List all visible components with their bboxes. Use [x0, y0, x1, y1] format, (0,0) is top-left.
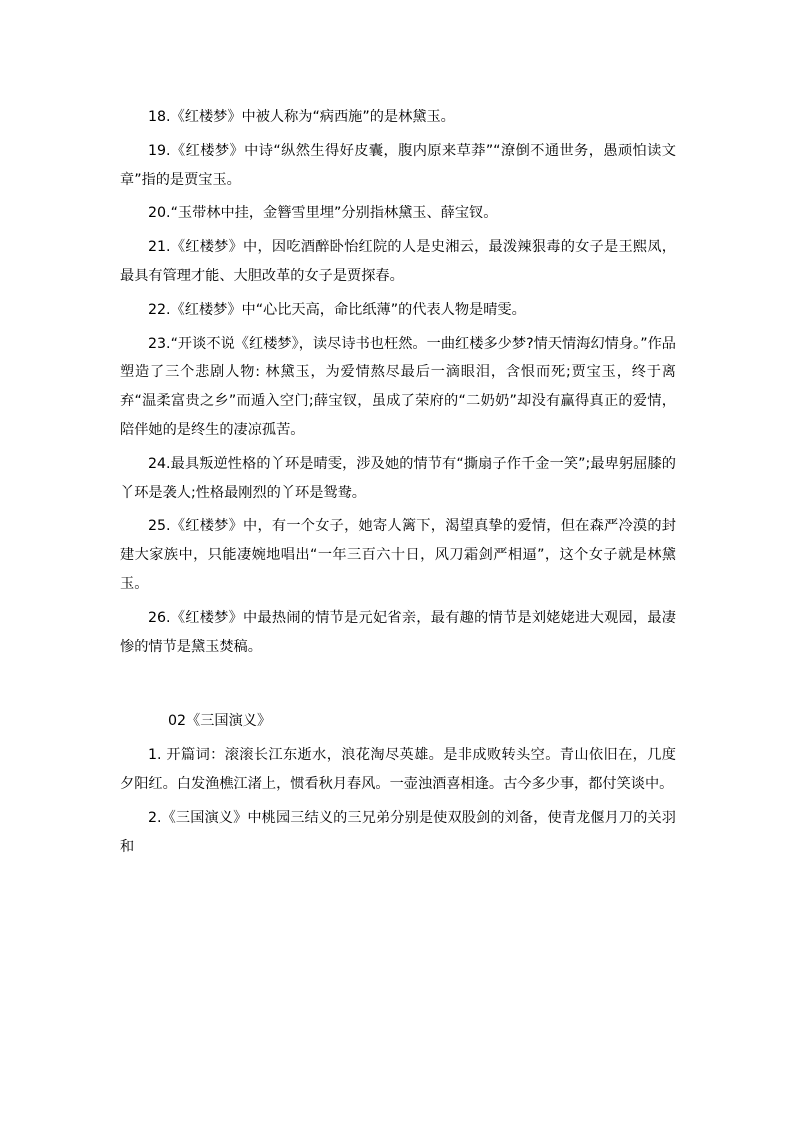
section-heading: 02《三国演义》: [168, 713, 272, 730]
paragraph-23: 23.“开谈不说《红楼梦》，读尽诗书也枉然。一曲红楼多少梦?情天情海幻情身。”作品塑造了三个悲剧人物: 林黛玉，为爱情熬尽最后一滴眼泪，含恨而死;贾宝玉，终于离弃“温柔富贵之乡”而遁入空门;薛宝钗，虽成了荣府的“二奶奶”却没有赢得真正的爱情，陪伴她的是终生的凄凉孤苦。: [120, 335, 676, 438]
paragraph-26: 26.《红楼梦》中最热闹的情节是元妃省亲，最有趣的情节是刘姥姥进大观园，最凄惨的情节是黛玉焚稿。: [120, 609, 676, 655]
paragraph-sanguo-1: 1. 开篇词：滚滚长江东逝水，浪花淘尽英雄。是非成败转头空。青山依旧在，几度夕阳红。白发渔樵江渚上，惯看秋月春风。一壶浊酒喜相逢。古今多少事，都付笑谈中。: [120, 747, 676, 792]
paragraph-21: 21.《红楼梦》中，因吃酒醉卧怡红院的人是史湘云，最泼辣狠毒的女子是王熙凤，最具有管理才能、大胆改革的女子是贾探春。: [120, 239, 676, 284]
paragraph-22: 22.《红楼梦》中“心比天高，命比纸薄”的代表人物是晴雯。: [148, 301, 526, 318]
paragraph-sanguo-2: 2.《三国演义》中桃园三结义的三兄弟分别是使双股剑的刘备，使青龙偃月刀的关羽和: [120, 809, 676, 855]
document-body: [120, 103, 676, 866]
paragraph-18: 18.《红楼梦》中被人称为“病西施”的是林黛玉。: [148, 109, 455, 125]
paragraph-25: 25.《红楼梦》中，有一个女子，她寄人篱下，渴望真挚的爱情，但在森严冷漠的封建大家族中，只能凄婉地唱出“一年三百六十日，风刀霜剑严相逼”，这个女子就是林黛玉。: [120, 518, 676, 592]
paragraph-24: 24.最具叛逆性格的丫环是晴雯，涉及她的情节有“撕扇子作千金一笑”;最卑躬屈膝的丫环是袭人;性格最刚烈的丫环是鸳鸯。: [120, 455, 676, 501]
paragraph-19: 19.《红楼梦》中诗“纵然生得好皮囊，腹内原来草莽”“潦倒不通世务，愚顽怕读文章”指的是贾宝玉。: [120, 142, 676, 188]
section-spacer: [120, 666, 676, 707]
paragraph-20: 20.“玉带林中挂，金簪雪里埋”分别指林黛玉、薛宝钗。: [148, 205, 498, 222]
